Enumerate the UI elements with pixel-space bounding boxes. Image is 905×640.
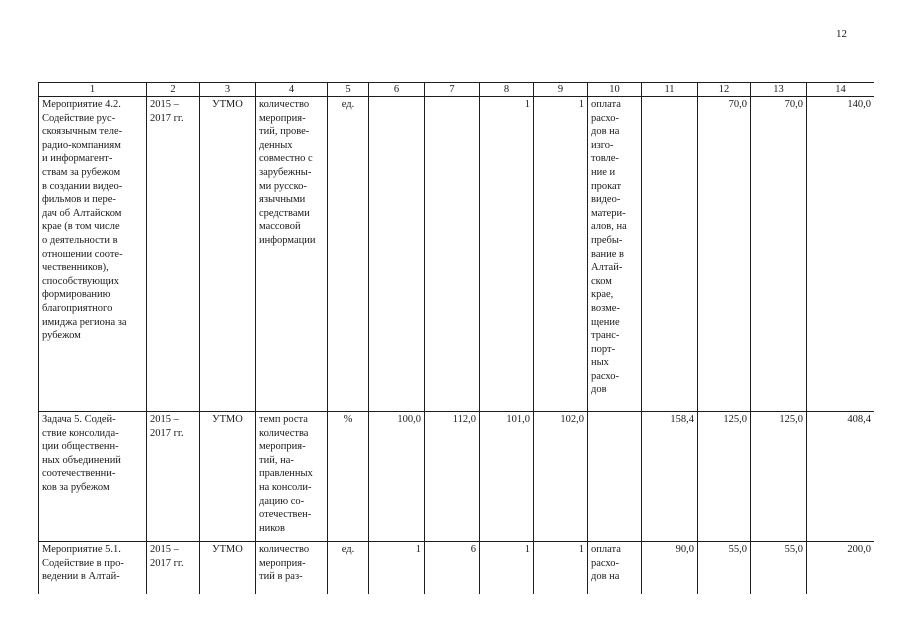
total-cell: 140,0: [807, 97, 875, 412]
indicator-cell: темп роста количества мероприя- тий, на- правленных на консоли- дацию со- отечествен- ников: [256, 412, 328, 542]
amount-cell: 55,0: [751, 542, 807, 595]
column-header: 14: [807, 83, 875, 97]
amount-cell: 125,0: [751, 412, 807, 542]
period-cell: 2015 – 2017 гг.: [147, 97, 200, 412]
value-cell: 100,0: [369, 412, 425, 542]
expense-type-cell: оплата расхо- дов на изго- товле- ние и прокат видео- матери- алов, на пребы- вание в Алтай- ском крае, возме- щение транс- порт- ных расхо- дов: [588, 97, 642, 412]
executor-cell: УТМО: [200, 412, 256, 542]
column-header: 11: [642, 83, 698, 97]
column-header: 2: [147, 83, 200, 97]
amount-cell: 158,4: [642, 412, 698, 542]
value-cell: 1: [534, 97, 588, 412]
column-header: 12: [698, 83, 751, 97]
value-cell: 1: [369, 542, 425, 595]
table-row: [39, 542, 875, 595]
amount-cell: [642, 97, 698, 412]
table-row: [39, 97, 875, 412]
indicator-cell: количество мероприя- тий в раз-: [256, 542, 328, 595]
amount-cell: 90,0: [642, 542, 698, 595]
unit-cell: ед.: [328, 97, 369, 412]
amount-cell: 70,0: [698, 97, 751, 412]
executor-cell: УТМО: [200, 542, 256, 595]
column-header: 13: [751, 83, 807, 97]
indicator-cell: количество мероприя- тий, прове- денных совместно с зарубежны- ми русско- язычными средствами массовой информации: [256, 97, 328, 412]
column-header: 3: [200, 83, 256, 97]
expense-type-cell: [588, 412, 642, 542]
amount-cell: 55,0: [698, 542, 751, 595]
expense-type-cell: оплата расхо- дов на: [588, 542, 642, 595]
activity-name-cell: Мероприятие 4.2. Содействие рус- скоязычным теле- радио-компаниям и информагент- ствам за рубежом в создании видео- фильмов и пере- дач об Алтайском крае (в том числе о деятельности в отношении соотe- чественников), способствующих формированию благоприятного имиджа региона за рубежом: [39, 97, 147, 412]
unit-cell: ед.: [328, 542, 369, 595]
activity-name-cell: Мероприятие 5.1. Содействие в про- ведении в Алтай-: [39, 542, 147, 595]
value-cell: [425, 97, 480, 412]
period-cell: 2015 – 2017 гг.: [147, 542, 200, 595]
value-cell: 1: [480, 542, 534, 595]
column-header: 8: [480, 83, 534, 97]
table-header-row: [39, 83, 875, 97]
period-cell: 2015 – 2017 гг.: [147, 412, 200, 542]
column-header: 5: [328, 83, 369, 97]
value-cell: 1: [480, 97, 534, 412]
column-header: 7: [425, 83, 480, 97]
executor-cell: УТМО: [200, 97, 256, 412]
column-header: 1: [39, 83, 147, 97]
value-cell: 101,0: [480, 412, 534, 542]
column-header: 6: [369, 83, 425, 97]
table-row: [39, 412, 875, 542]
amount-cell: 70,0: [751, 97, 807, 412]
page-number: 12: [836, 28, 847, 40]
total-cell: 200,0: [807, 542, 875, 595]
column-header: 10: [588, 83, 642, 97]
program-table: [38, 82, 874, 594]
value-cell: 102,0: [534, 412, 588, 542]
total-cell: 408,4: [807, 412, 875, 542]
value-cell: 112,0: [425, 412, 480, 542]
table-container: [38, 82, 874, 594]
unit-cell: %: [328, 412, 369, 542]
value-cell: 6: [425, 542, 480, 595]
value-cell: [369, 97, 425, 412]
column-header: 9: [534, 83, 588, 97]
amount-cell: 125,0: [698, 412, 751, 542]
value-cell: 1: [534, 542, 588, 595]
column-header: 4: [256, 83, 328, 97]
activity-name-cell: Задача 5. Содей- ствие консолида- ции общественн- ных объединений соотечественни- ков за рубежом: [39, 412, 147, 542]
